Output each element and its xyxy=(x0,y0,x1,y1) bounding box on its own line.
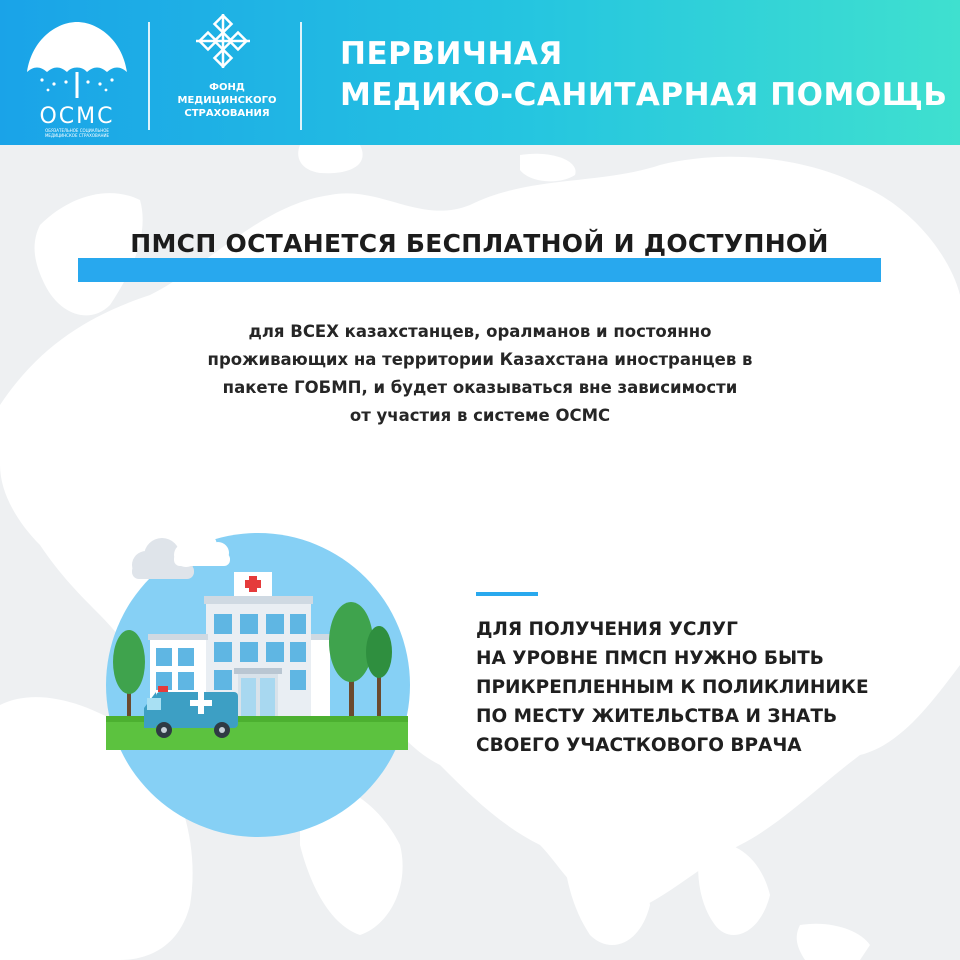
callout-text xyxy=(476,615,946,760)
body-line: проживающих на территории Казахстана иностранцев в xyxy=(207,350,753,369)
osms-logo xyxy=(22,14,132,138)
hospital-illustration xyxy=(98,520,418,840)
callout-accent-line xyxy=(476,592,538,596)
fund-logo xyxy=(172,14,282,134)
snowflake-emblem-icon xyxy=(172,14,282,76)
page-title-line: ПЕРВИЧНАЯ xyxy=(340,36,563,72)
callout-line: ДЛЯ ПОЛУЧЕНИЯ УСЛУГ xyxy=(476,619,738,640)
fund-logo-line: МЕДИЦИНСКОГО xyxy=(177,95,277,106)
callout-line: ПО МЕСТУ ЖИТЕЛЬСТВА И ЗНАТЬ xyxy=(476,706,838,727)
cloud-icon xyxy=(174,531,230,567)
fund-logo-text xyxy=(172,81,282,120)
callout-line: НА УРОВНЕ ПМСП НУЖНО БЫТЬ xyxy=(476,648,824,669)
callout-line: СВОЕГО УЧАСТКОВОГО ВРАЧА xyxy=(476,735,802,756)
osms-logo-label: ОСМС xyxy=(39,104,115,129)
body-line: для ВСЕХ казахстанцев, оралманов и постоянно xyxy=(248,322,712,341)
callout-line: ПРИКРЕПЛЕННЫМ К ПОЛИКЛИНИКЕ xyxy=(476,677,869,698)
header-divider xyxy=(148,22,150,130)
body-line: пакете ГОБМП, и будет оказываться вне зависимости xyxy=(222,378,738,397)
page-title xyxy=(340,34,947,116)
fund-logo-line: СТРАХОВАНИЯ xyxy=(184,108,270,119)
medical-cross-icon xyxy=(234,572,272,596)
osms-subtitle-line: ОБЯЗАТЕЛЬНОЕ СОЦИАЛЬНОЕ xyxy=(45,128,109,133)
body-line: от участия в системе ОСМС xyxy=(349,406,611,425)
headline: ПМСП ОСТАНЕТСЯ БЕСПЛАТНОЙ И ДОСТУПНОЙ xyxy=(130,229,829,258)
body-paragraph xyxy=(100,318,860,430)
page-title-line: МЕДИКО-САНИТАРНАЯ ПОМОЩЬ xyxy=(340,77,948,113)
headline-underline-bar xyxy=(78,258,881,282)
osms-logo-subtitle xyxy=(22,128,132,138)
umbrella-icon xyxy=(22,14,132,104)
osms-subtitle-line: МЕДИЦИНСКОЕ СТРАХОВАНИЕ xyxy=(44,133,110,138)
header-band xyxy=(0,0,960,145)
header-divider xyxy=(300,22,302,130)
fund-logo-line: ФОНД xyxy=(209,82,245,93)
